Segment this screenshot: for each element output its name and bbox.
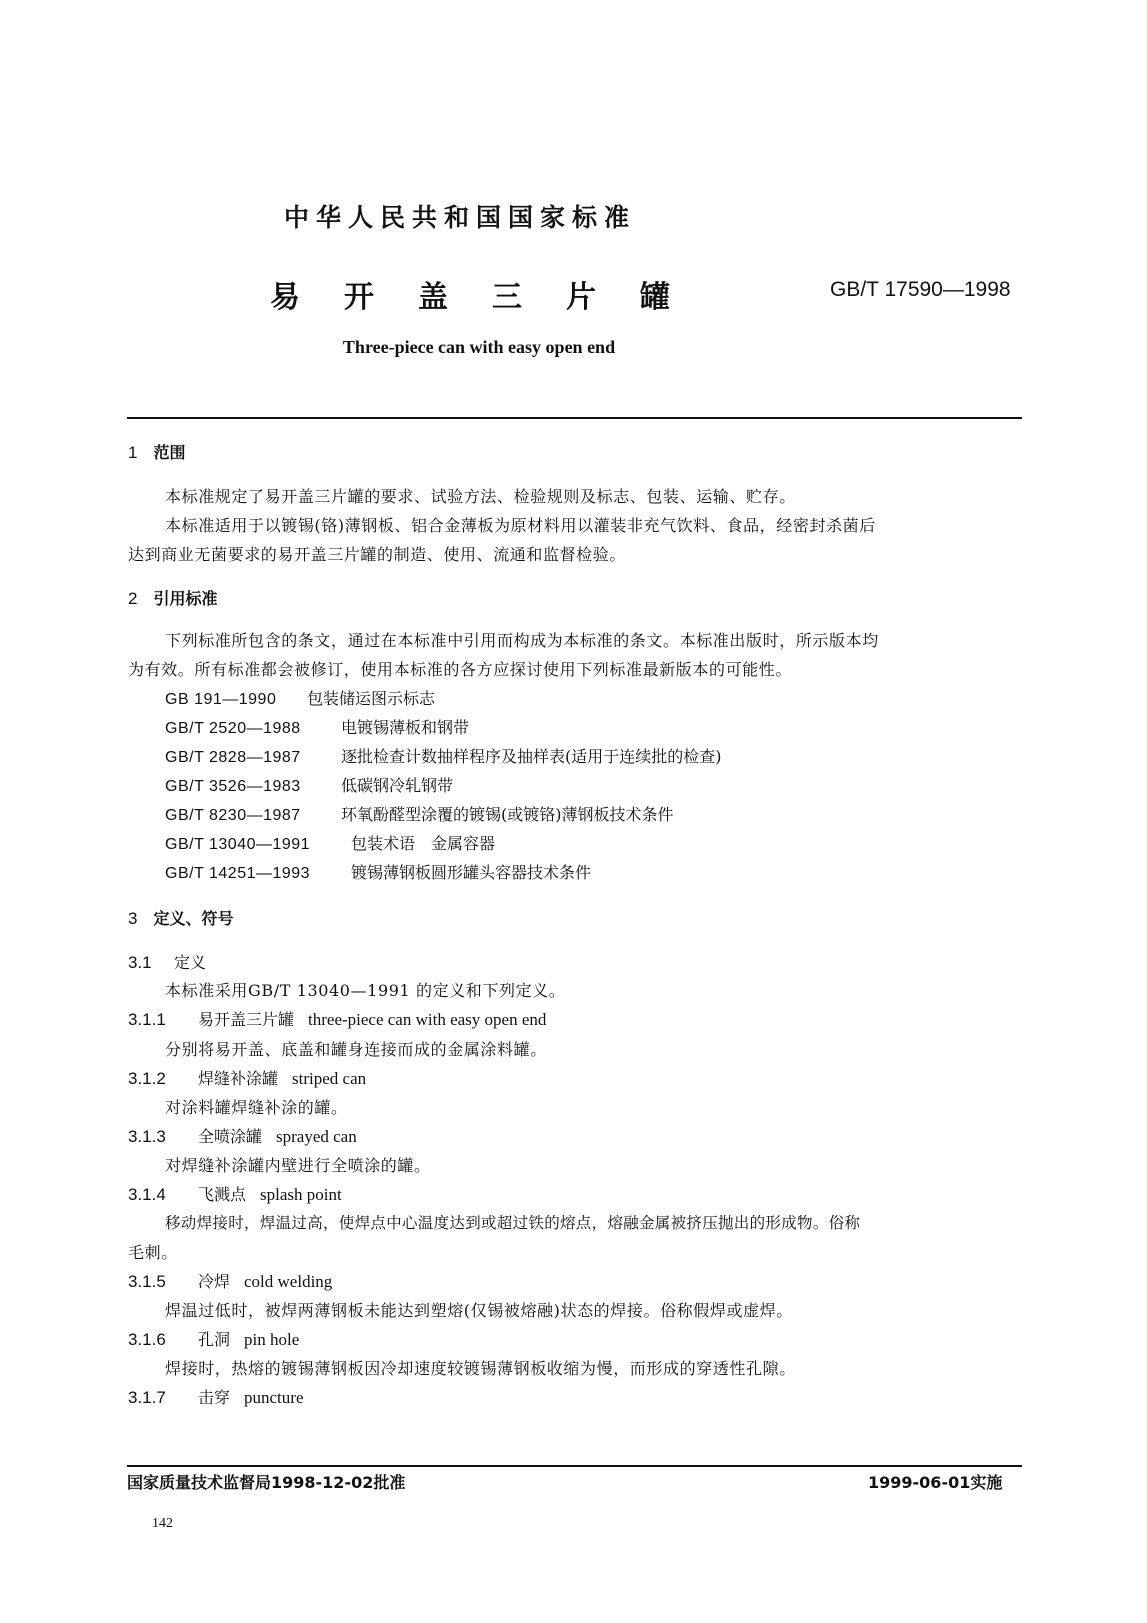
reference-title: 低碳钢冷轧钢带 xyxy=(341,776,454,795)
term-en: pin hole xyxy=(244,1330,300,1349)
term-zh: 击穿 xyxy=(198,1388,231,1407)
paragraph: 达到商业无菌要求的易开盖三片罐的制造、使用、流通和监督检验。 xyxy=(128,545,627,564)
paragraph: 本标准采用GB/T 13040—1991 的定义和下列定义。 xyxy=(165,981,566,1000)
reference-item xyxy=(165,773,453,796)
section-number: 3 xyxy=(128,909,138,928)
definition-text: 焊温过低时，被焊两薄钢板未能达到塑熔(仅锡被熔融)状态的焊接。俗称假焊或虚焊。 xyxy=(165,1301,793,1320)
term-en: splash point xyxy=(260,1185,342,1204)
term-en: striped can xyxy=(292,1069,367,1088)
term-zh: 全喷涂罐 xyxy=(198,1127,263,1146)
reference-code: GB/T 3526—1983 xyxy=(165,778,301,795)
reference-title: 包装术语 金属容器 xyxy=(351,834,496,853)
definition-number: 3.1.5 xyxy=(128,1272,166,1291)
definition-number: 3.1.1 xyxy=(128,1010,166,1029)
term-en: sprayed can xyxy=(276,1127,357,1146)
national-standard-title: 中华人民共和国国家标准 xyxy=(283,203,636,232)
definition-term xyxy=(128,1124,357,1147)
paragraph: 下列标准所包含的条文，通过在本标准中引用而构成为本标准的条文。本标准出版时，所示版本均 xyxy=(165,631,879,650)
section-number: 1 xyxy=(128,443,138,462)
term-en: cold welding xyxy=(244,1272,333,1291)
definition-text-continued: 毛刺。 xyxy=(128,1243,178,1262)
term-zh: 冷焊 xyxy=(198,1272,231,1291)
reference-title: 镀锡薄钢板圆形罐头容器技术条件 xyxy=(351,863,592,882)
english-title: Three-piece can with easy open end xyxy=(342,337,616,357)
section-title: 范围 xyxy=(153,443,186,462)
definition-number: 3.1.7 xyxy=(128,1388,166,1407)
reference-code: GB/T 2520—1988 xyxy=(165,720,301,737)
reference-item xyxy=(165,802,674,825)
paragraph: 本标准适用于以镀锡(铬)薄钢板、铝合金薄板为原材料用以灌装非充气饮料、食品，经密封杀菌后 xyxy=(165,516,876,535)
paragraph: 为有效。所有标准都会被修订，使用本标准的各方应探讨使用下列标准最新版本的可能性。 xyxy=(128,660,793,679)
reference-item xyxy=(165,860,591,883)
reference-code: GB 191—1990 xyxy=(165,691,277,708)
reference-title: 逐批检查计数抽样程序及抽样表(适用于连续批的检查) xyxy=(341,747,722,766)
reference-title: 包装储运图示标志 xyxy=(307,689,436,708)
document-title: 易开盖三片罐 xyxy=(270,280,714,315)
reference-title: 电镀锡薄板和钢带 xyxy=(341,718,470,737)
definition-term xyxy=(128,1066,366,1089)
definition-number: 3.1.3 xyxy=(128,1127,166,1146)
section-3-heading xyxy=(128,906,233,929)
section-title: 定义、符号 xyxy=(153,909,234,928)
reference-item xyxy=(165,715,469,738)
standard-number: GB/T 17590—1998 xyxy=(830,278,1011,301)
term-zh: 易开盖三片罐 xyxy=(198,1010,295,1029)
reference-code: GB/T 2828—1987 xyxy=(165,749,301,766)
section-number: 2 xyxy=(128,589,138,608)
definition-text: 焊接时，热熔的镀锡薄钢板因冷却速度较镀锡薄钢板收缩为慢，而形成的穿透性孔隙。 xyxy=(165,1359,796,1378)
definition-term xyxy=(128,1182,342,1205)
term-zh: 飞溅点 xyxy=(198,1185,247,1204)
definition-term xyxy=(128,1269,332,1292)
term-en: three-piece can with easy open end xyxy=(308,1010,547,1029)
definition-term xyxy=(128,1327,299,1350)
subsection-3-1-heading xyxy=(128,950,206,973)
term-zh: 孔洞 xyxy=(198,1330,231,1349)
reference-code: GB/T 13040—1991 xyxy=(165,836,311,853)
reference-title: 环氧酚醛型涂覆的镀锡(或镀铬)薄钢板技术条件 xyxy=(341,805,674,824)
term-en: puncture xyxy=(244,1388,304,1407)
definition-number: 3.1.6 xyxy=(128,1330,166,1349)
reference-item xyxy=(165,686,435,709)
term-zh: 焊缝补涂罐 xyxy=(198,1069,279,1088)
header-divider xyxy=(127,417,1022,419)
definition-number: 3.1.2 xyxy=(128,1069,166,1088)
implementation-date: 1999-06-01实施 xyxy=(868,1473,1003,1492)
subsection-title: 定义 xyxy=(174,953,207,972)
approval-line: 国家质量技术监督局1998-12-02批准 xyxy=(127,1473,406,1492)
reference-code: GB/T 8230—1987 xyxy=(165,807,301,824)
definition-text: 对焊缝补涂罐内壁进行全喷涂的罐。 xyxy=(165,1156,431,1175)
footer-divider xyxy=(127,1465,1022,1467)
reference-code: GB/T 14251—1993 xyxy=(165,865,311,882)
definition-text: 分别将易开盖、底盖和罐身连接而成的金属涂料罐。 xyxy=(165,1040,547,1059)
definition-term xyxy=(128,1385,304,1408)
section-title: 引用标准 xyxy=(153,589,218,608)
definition-text: 对涂料罐焊缝补涂的罐。 xyxy=(165,1098,348,1117)
definition-number: 3.1.4 xyxy=(128,1185,166,1204)
section-2-heading xyxy=(128,586,217,609)
reference-item xyxy=(165,744,722,767)
section-1-heading xyxy=(128,440,185,463)
definition-term xyxy=(128,1007,546,1030)
paragraph: 本标准规定了易开盖三片罐的要求、试验方法、检验规则及标志、包装、运输、贮存。 xyxy=(165,487,796,506)
definition-text: 移动焊接时，焊温过高，使焊点中心温度达到或超过铁的熔点，熔融金属被挤压抛出的形成物。俗称 xyxy=(165,1214,861,1232)
page-number: 142 xyxy=(152,1516,173,1531)
subsection-number: 3.1 xyxy=(128,953,152,972)
reference-item xyxy=(165,831,495,854)
